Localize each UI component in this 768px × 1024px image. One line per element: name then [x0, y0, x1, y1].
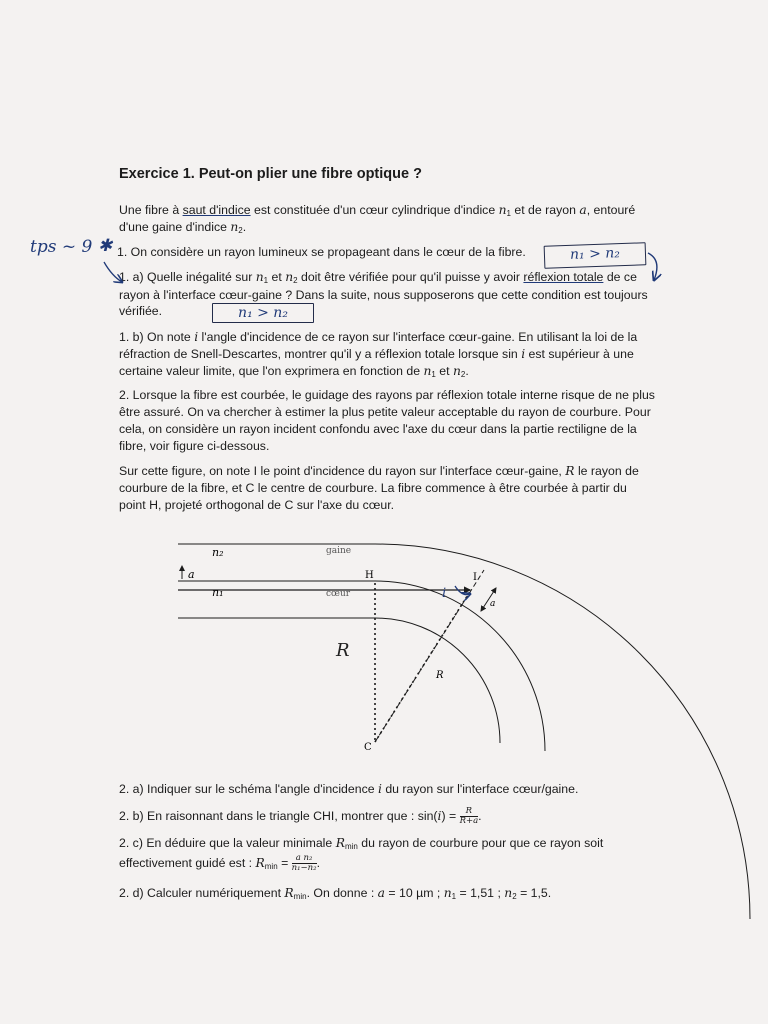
question-1a-line-1: 1. a) Quelle inégalité sur $n_1$ et $n_2$ doit être vérifiée pour qu'il puisse y avoir réflexion totale de ce [119, 270, 637, 285]
core-lower-boundary [178, 618, 500, 743]
handwritten-label-R: R [336, 640, 350, 661]
label-I: I [473, 572, 477, 583]
label-a: a [188, 568, 195, 581]
question-2-line-4: fibre, voir figure ci-dessous. [119, 439, 270, 453]
fraction-rmin: $\frac{\text{a n₂}}{\text{n₁−n₂}}$ [291, 853, 317, 874]
label-C: C [364, 742, 372, 753]
label-coeur: cœur [326, 589, 351, 599]
question-2b: 2. b) En raisonnant dans le triangle CHI, montrer que : sin(i) = $\frac{R}{R+a}$ . [119, 806, 482, 827]
question-1a-line-2: rayon à l'interface cœur-gaine ? Dans la suite, nous supposerons que cette condition est toujours [119, 288, 648, 302]
label-n1: n₁ [212, 586, 224, 599]
label-H: H [365, 570, 374, 581]
handwritten-margin-note: tps ~ 9 [30, 237, 93, 257]
intro-line-1: Une fibre à saut d'indice est constituée d'un cœur cylindrique d'indice $n_1$ et de rayon a, entouré [119, 203, 636, 218]
handwritten-star: ✱ [98, 236, 113, 256]
handwritten-label-i: i [442, 586, 447, 601]
figure-description-line-3: point H, projeté orthogonal de C sur l'axe du cœur. [119, 498, 395, 512]
question-2-line-3: cela, on considère un rayon incident confondu avec l'axe du cœur dans la partie rectiligne de la [119, 422, 637, 436]
handwritten-box-2: n₁ > n₂ [212, 303, 314, 323]
handwritten-margin-arrow [104, 262, 122, 282]
question-2d: 2. d) Calculer numériquement $R_{min}$. On donne : a = 10 µm ; $n_1 = 1,51$ ; $n_2 = 1,5$. [119, 886, 552, 901]
label-a-bend: a [490, 599, 496, 609]
question-2c-line-2: effectivement guidé est : $R_{min}$ = $\frac{\text{a n₂}}{\text{n₁−n₂}}$ . [119, 853, 320, 874]
question-2-line-2: être assuré. On va chercher à estimer la plus petite valeur acceptable du rayon de courbure. Pour [119, 405, 651, 419]
question-2c-line-1: 2. c) En déduire que la valeur minimale $R_{min}$ du rayon de courbure pour que ce rayon soit [119, 836, 604, 851]
label-gaine: gaine [326, 546, 352, 556]
handwritten-arrow [648, 253, 657, 280]
question-1a-line-3: vérifiée. [119, 304, 163, 318]
underline-saut-indice: saut d'indice [182, 203, 251, 217]
fraction-sin-i: $\frac{R}{R+a}$ [459, 806, 479, 827]
question-1b-line-2: réfraction de Snell-Descartes, montrer qu'il y a réflexion totale lorsque sin i est supérieur à une [119, 347, 634, 361]
figure-description-line-1: Sur cette figure, on note I le point d'incidence du rayon sur l'interface cœur-gaine, R le rayon de [119, 464, 639, 478]
question-1b-line-1: 1. b) On note i l'angle d'incidence de ce rayon sur l'interface cœur-gaine. En utilisant la loi de la [119, 330, 638, 344]
intro-line-2: d'une gaine d'indice $n_2$. [119, 220, 247, 235]
question-2a: 2. a) Indiquer sur le schéma l'angle d'incidence i du rayon sur l'interface cœur/gaine. [119, 782, 579, 796]
figure-description-line-2: courbure de la fibre, et C le centre de courbure. La fibre commence à être courbée à partir du [119, 481, 627, 495]
label-n2: n₂ [212, 546, 224, 559]
question-1: 1. On considère un rayon lumineux se propageant dans le cœur de la fibre. [117, 245, 526, 259]
question-2-line-1: 2. Lorsque la fibre est courbée, le guidage des rayons par réflexion totale interne risque de ne plus [119, 388, 655, 402]
label-R: R [436, 670, 444, 681]
handwritten-box-1: n₁ > n₂ [544, 242, 647, 269]
exercise-title: Exercice 1. Peut-on plier une fibre optique ? [119, 166, 422, 182]
underline-reflexion-totale: réflexion totale [523, 270, 604, 284]
question-1b-line-3: certaine valeur limite, que l'on exprimera en fonction de $n_1$ et $n_2$. [119, 364, 469, 379]
